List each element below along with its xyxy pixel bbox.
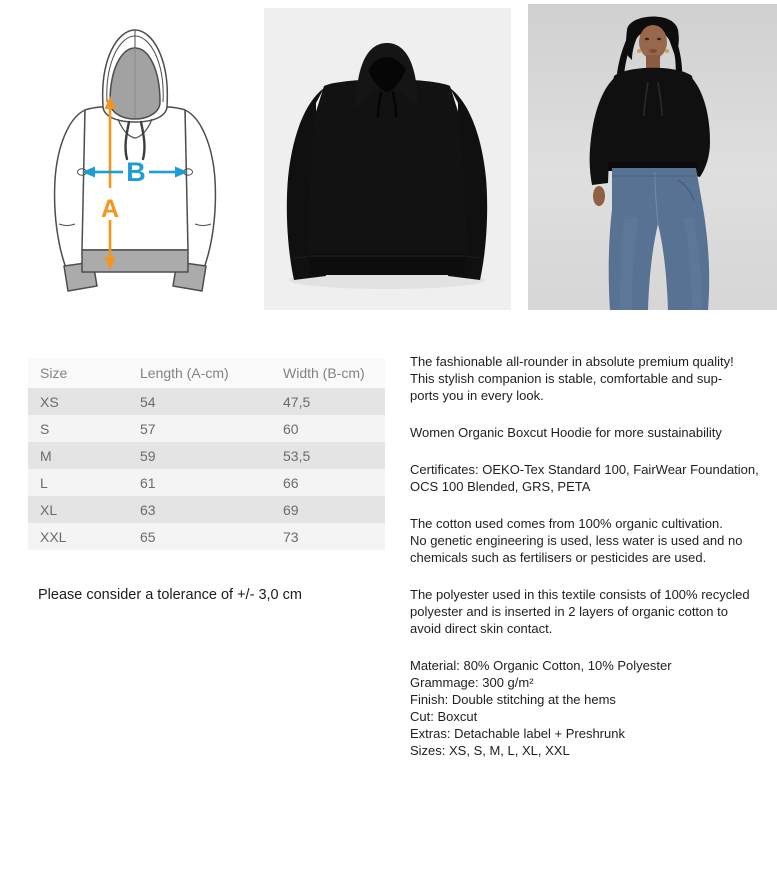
size-cell: M (40, 447, 52, 464)
size-chart-row-m (28, 442, 385, 469)
spec-cut: Cut: Boxcut (410, 709, 478, 724)
flatlay-hoodie-image (264, 8, 511, 310)
length-cell: 63 (140, 501, 156, 518)
width-cell: 69 (283, 501, 299, 518)
width-cell: 53,5 (283, 447, 311, 464)
size-chart-row-xs (28, 388, 385, 415)
length-cell: 57 (140, 420, 156, 437)
description-certificates: Certificates: OEKO-Tex Standard 100, FairWear Foundation, OCS 100 Blended, GRS, PETA (410, 462, 759, 494)
model-photo-image (528, 4, 777, 310)
size-diagram-image[interactable] (30, 18, 240, 310)
size-chart-table (28, 358, 385, 550)
column-header-width: Width (B-cm) (283, 365, 365, 381)
label-a: A (100, 195, 120, 223)
size-cell: S (40, 420, 50, 437)
product-photo-flatlay[interactable] (264, 8, 511, 310)
width-cell: 60 (283, 420, 299, 437)
size-cell: XXL (40, 528, 67, 545)
spec-finish: Finish: Double stitching at the hems (410, 692, 616, 707)
width-cell: 47,5 (283, 393, 311, 410)
description-specs (410, 657, 775, 759)
size-cell: L (40, 474, 48, 491)
description-intro: The fashionable all-rounder in absolute premium quality! This stylish companion is stable, comfortable and sup- ports you in every look. (410, 354, 734, 403)
column-header-length: Length (A-cm) (140, 365, 229, 381)
size-cell: XL (40, 501, 58, 518)
spec-sizes: Sizes: XS, S, M, L, XL, XXL (410, 743, 570, 758)
product-photo-model[interactable] (528, 4, 777, 310)
size-cell: XS (40, 393, 59, 410)
size-chart-row-l (28, 469, 385, 496)
product-description (410, 353, 775, 759)
description-sustainability: Women Organic Boxcut Hoodie for more sustainability (410, 425, 722, 440)
sketch-waistband (82, 250, 188, 272)
hoodie-sketch (30, 18, 240, 310)
size-chart-row-xxl (28, 523, 385, 550)
column-header-size: Size (40, 365, 68, 381)
length-cell: 65 (140, 528, 156, 545)
spec-material: Material: 80% Organic Cotton, 10% Polyester (410, 658, 672, 673)
spec-grammage: Grammage: 300 g/m² (410, 675, 534, 690)
model-hoodie (608, 68, 698, 170)
length-cell: 54 (140, 393, 156, 410)
spec-extras: Extras: Detachable label + Preshrunk (410, 726, 625, 741)
length-cell: 59 (140, 447, 156, 464)
size-chart-row-xl (28, 496, 385, 523)
size-chart-row-s (28, 415, 385, 442)
size-chart-header-row (28, 358, 385, 388)
description-polyester: The polyester used in this textile consists of 100% recycled polyester and is inserted in 2 layers of organic cotton to avoid direct skin contact. (410, 587, 750, 636)
tolerance-note: Please consider a tolerance of +/- 3,0 cm (38, 587, 302, 603)
length-cell: 61 (140, 474, 156, 491)
description-cotton: The cotton used comes from 100% organic cultivation. No genetic engineering is used, less water is used and no chemicals such as fertilisers or pesticides are used. (410, 516, 743, 565)
width-cell: 73 (283, 528, 299, 545)
label-b: B (126, 157, 146, 187)
width-cell: 66 (283, 474, 299, 491)
